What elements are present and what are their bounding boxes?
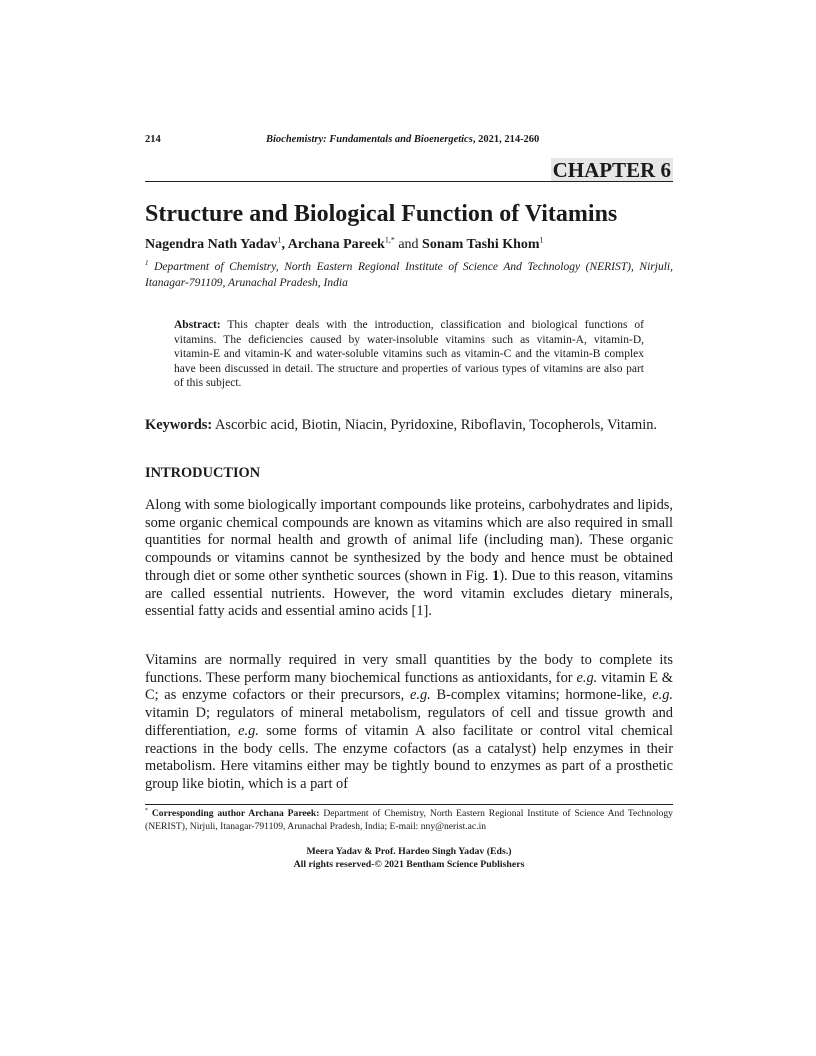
section-heading-introduction: INTRODUCTION [145, 465, 261, 481]
copyright-line: All rights reserved-© 2021 Bentham Science Publishers [293, 858, 525, 870]
keywords-text: Ascorbic acid, Biotin, Niacin, Pyridoxine, Riboflavin, Tocopherols, Vitamin. [212, 417, 657, 433]
paragraph-1 [145, 497, 673, 621]
author-3: Sonam Tashi Khom [422, 237, 540, 252]
editors-line: Meera Yadav & Prof. Hardeo Singh Yadav (Eds.) [306, 846, 512, 857]
author-separator-1: , [281, 237, 288, 252]
paragraph-2 [145, 652, 673, 794]
eg-italic: e.g. [576, 669, 598, 686]
journal-title: Biochemistry: Fundamentals and Bioenergetics [266, 134, 473, 145]
affiliation-text: Department of Chemistry, North Eastern Regional Institute of Science And Technology (NERIST), Nirjuli, Itanagar-791109, Arunachal Pradesh, India [145, 261, 673, 289]
paragraph-2-text-d: vitamin D; regulators of mineral metabolism, regulators of cell and tissue growth and differentiation, [145, 705, 673, 739]
keywords-label: Keywords: [145, 417, 213, 433]
paragraph-2-text-b: vitamin E & C; as enzyme cofactors or their precursors, [145, 669, 673, 704]
paragraph-2-text-a: Vitamins are normally required in very small quantities by the body to complete its functions. These perform many biochemical functions as antioxidants, for [145, 652, 673, 686]
author-2-affil: 1,* [384, 235, 395, 245]
footnote [145, 808, 673, 833]
abstract-label: Abstract: [174, 319, 221, 331]
paragraph-2-text-e: some forms of vitamin A also facilitate or control vital chemical reactions in the body cells. The enzyme cofactors (as a catalyst) help enzymes in their metabolism. Here vitamins either may be tightly bound to enzymes as part of a prosthetic group like biotin, which is a part of [145, 722, 673, 792]
chapter-rule [145, 181, 673, 182]
author-1: Nagendra Nath Yadav [145, 237, 278, 252]
abstract-text: This chapter deals with the introduction, classification and biological functions of vitamins. The deficiencies caused by water-insoluble vitamins such as vitamin-A, vitamin-D, vitamin-E and vitamin-K and water-soluble vitamins such as vitamin-C and the vitamin-B complex have been discussed in detail. The structure and properties of various types of vitamins are also part of this subject. [174, 319, 644, 389]
affiliation [145, 260, 673, 291]
chapter-label: CHAPTER 6 [552, 158, 671, 182]
paragraph-1-text-a: Along with some biologically important compounds like proteins, carbohydrates and lipids, some organic chemical compounds are known as vitamins which are also required in small quantities for normal health and growth of animal life (including man). These organic compounds or vitamins cannot be synthesized by the body and hence must be obtained through diet or some other synthetic sources (shown in Fig. [145, 497, 673, 584]
keywords [145, 416, 673, 434]
abstract [174, 318, 644, 391]
author-list [145, 236, 673, 254]
page-title: Structure and Biological Function of Vitamins [145, 201, 618, 227]
paragraph-2-text-c: B-complex vitamins; hormone-like, [430, 687, 653, 704]
journal-year-pages: , 2021, 214-260 [472, 134, 540, 145]
author-separator-2: and [394, 237, 423, 252]
eg-italic: e.g. [238, 722, 259, 739]
eg-italic: e.g. [409, 687, 431, 704]
footnote-marker: * [145, 807, 148, 814]
eg-italic: e.g. [652, 687, 673, 704]
footnote-text: Department of Chemistry, North Eastern Regional Institute of Science And Technology (NERIST), Nirjuli, Itanagar-791109, Arunachal Pradesh, India; E-mail: nny@nerist.ac.in [145, 808, 673, 832]
author-2: Archana Pareek [287, 237, 385, 252]
journal-citation [266, 134, 539, 145]
page-number: 214 [145, 134, 161, 145]
figure-reference[interactable]: 1 [492, 567, 500, 584]
affiliation-marker: 1 [145, 259, 149, 268]
footnote-rule [145, 804, 673, 805]
author-1-affil: 1 [277, 235, 282, 245]
author-3-affil: 1 [539, 235, 544, 245]
editors-block [145, 846, 673, 871]
paragraph-1-text-b: ). Due to this reason, vitamins are called essential nutrients. However, the word vitamin excludes dietary minerals, essential fatty acids and essential amino acids [1]. [145, 567, 673, 620]
footnote-label: Corresponding author Archana Pareek: [148, 808, 320, 819]
